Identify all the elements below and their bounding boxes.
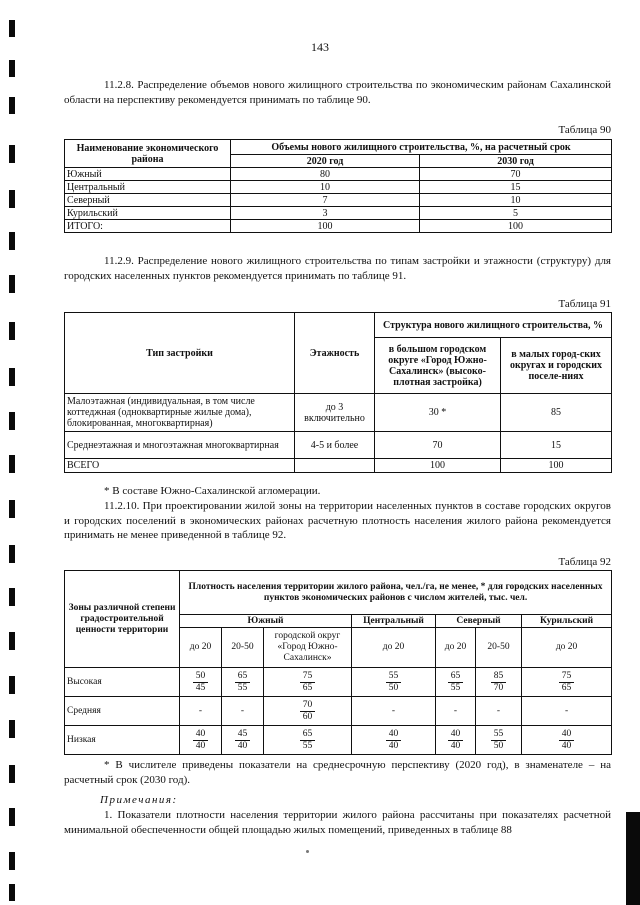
binding-mark	[9, 884, 15, 901]
table92-dash: -	[522, 697, 612, 726]
table90-header-volume: Объемы нового жилищного строительства, %, на расчетный срок	[231, 140, 612, 155]
page-number: 143	[311, 40, 329, 54]
table91-header-floors: Этажность	[295, 313, 375, 394]
table91-big-value: 70	[375, 432, 501, 459]
table91-type: Среднеэтажная и многоэтажная многоквартирная	[65, 432, 295, 459]
table90-value-2030: 10	[420, 194, 612, 207]
binding-mark	[9, 60, 15, 77]
table92-sub-s3: городской округ «Город Южно-Сахалинск»	[264, 628, 352, 668]
table90-header-year2: 2030 год	[420, 155, 612, 168]
paragraph-11-2-9: 11.2.9. Распределение нового жилищного строительства по типам застройки и этажности (структуру) для городских населенных пунктов рекомендуется принимать по таблице 91.	[64, 255, 611, 282]
table91-floors	[295, 459, 375, 473]
binding-mark	[9, 455, 15, 473]
binding-mark	[9, 412, 15, 430]
density-fraction: $\frac{45}{40}$	[235, 729, 251, 752]
paragraph-11-2-10: 11.2.10. При проектировании жилой зоны на территории населенных пунктов в составе городских округов и городских поселений в экономических районах расчетную плотность населения жилого района рекомендуется принимать не менее приведенной в таблице 92.	[64, 500, 611, 541]
table91-total-label: ВСЕГО	[65, 459, 295, 473]
table92-dash: -	[180, 697, 222, 726]
table91-header-type: Тип застройки	[65, 313, 295, 394]
binding-mark	[9, 676, 15, 694]
table92-dash: -	[352, 697, 436, 726]
density-fraction: $\frac{65}{55}$	[300, 729, 316, 752]
density-fraction: $\frac{85}{70}$	[491, 671, 507, 694]
table-row	[65, 459, 612, 473]
table92-header-north: Северный	[436, 615, 522, 628]
table92-sub-n2: 20-50	[476, 628, 522, 668]
table90-region: Центральный	[65, 181, 231, 194]
binding-mark	[9, 275, 15, 293]
table92-dash: -	[222, 697, 264, 726]
notes-heading: Примечания:	[100, 794, 178, 806]
density-fraction: $\frac{40}{40}$	[386, 729, 402, 752]
density-fraction: $\frac{75}{65}$	[300, 671, 316, 694]
density-fraction: $\frac{55}{50}$	[491, 729, 507, 752]
table92-dash: -	[476, 697, 522, 726]
scan-speck	[306, 850, 309, 853]
density-fraction: $\frac{75}{65}$	[559, 671, 575, 694]
binding-mark	[9, 765, 15, 783]
binding-mark	[9, 20, 15, 37]
table92-header-south: Южный	[180, 615, 352, 628]
table-row	[65, 168, 612, 181]
table90-value-2020: 100	[231, 220, 420, 233]
table90-region: Северный	[65, 194, 231, 207]
density-fraction: $\frac{65}{55}$	[235, 671, 251, 694]
table90-value-2020: 10	[231, 181, 420, 194]
table90-value-2030: 70	[420, 168, 612, 181]
table92-zone-label: Средняя	[65, 697, 180, 726]
table91-small-value: 85	[501, 394, 612, 432]
table91-small-value: 100	[501, 459, 612, 473]
density-fraction: $\frac{40}{40}$	[448, 729, 464, 752]
paragraph-11-2-8: 11.2.8. Распределение объемов нового жилищного строительства по экономическим районам Сахалинской области на перспективу рекомендуется принимать по таблице 90.	[64, 79, 611, 106]
table90-value-2030: 5	[420, 207, 612, 220]
density-fraction: $\frac{40}{40}$	[193, 729, 209, 752]
table90-header-year1: 2020 год	[231, 155, 420, 168]
table90-value-2020: 7	[231, 194, 420, 207]
table92-sub-n1: до 20	[436, 628, 476, 668]
density-fraction: $\frac{70}{60}$	[300, 700, 316, 723]
table91-header-small-towns: в малых город-ских округах и городских поселе-ниях	[501, 338, 612, 394]
binding-mark	[9, 588, 15, 606]
table92-header-zone: Зоны различной степени градостроительной ценности территории	[65, 571, 180, 668]
table91-type: Малоэтажная (индивидуальная, в том числе коттеджная (одноквартирные жилые дома), блокированная, многоквартирная)	[65, 394, 295, 432]
table92-header-central: Центральный	[352, 615, 436, 628]
binding-mark	[9, 632, 15, 650]
table92-sub-s1: до 20	[180, 628, 222, 668]
table92-sub-s2: 20-50	[222, 628, 264, 668]
table90-value-2030: 100	[420, 220, 612, 233]
binding-mark	[9, 500, 15, 518]
density-fraction: $\frac{50}{45}$	[193, 671, 209, 694]
binding-mark	[9, 852, 15, 870]
binding-mark	[9, 145, 15, 163]
table-row	[65, 432, 612, 459]
table90-caption: Таблица 90	[558, 124, 611, 136]
binding-mark	[9, 322, 15, 340]
density-fraction: $\frac{65}{55}$	[448, 671, 464, 694]
table91-floors: 4-5 и более	[295, 432, 375, 459]
table91-caption: Таблица 91	[558, 298, 611, 310]
table-row	[65, 207, 612, 220]
table90-value-2020: 3	[231, 207, 420, 220]
table91-floors: до 3 включительно	[295, 394, 375, 432]
table92-header-density: Плотность населения территории жилого района, чел./га, не менее, * для городских населенных пунктов экономических районов с числом жителей, тыс. чел.	[180, 571, 612, 615]
density-fraction: $\frac{40}{40}$	[559, 729, 575, 752]
table92-zone-label: Высокая	[65, 668, 180, 697]
binding-mark	[9, 190, 15, 208]
table92-sub-c1: до 20	[352, 628, 436, 668]
table92-dash: -	[436, 697, 476, 726]
binding-mark	[9, 368, 15, 386]
table91-header-big-city: в большом городском округе «Город Южно-Сахалинск» (высоко-плотная застройка)	[375, 338, 501, 394]
table-row	[65, 668, 612, 697]
table-row	[65, 394, 612, 432]
table90-header-region: Наименование экономического района	[65, 140, 231, 168]
table91-small-value: 15	[501, 432, 612, 459]
table92-caption: Таблица 92	[558, 556, 611, 568]
table90-total-label: ИТОГО:	[65, 220, 231, 233]
note-1: 1. Показатели плотности населения территории жилого района рассчитаны при показателях расчетной минимальной обеспеченности общей площадью жилых помещений, приведенных в таблице 88	[64, 809, 611, 836]
edge-bar	[626, 812, 640, 905]
table90-region: Южный	[65, 168, 231, 181]
table91-big-value: 30 *	[375, 394, 501, 432]
table92-zone-label: Низкая	[65, 726, 180, 755]
density-fraction: $\frac{55}{50}$	[386, 671, 402, 694]
binding-mark	[9, 545, 15, 563]
table-90	[64, 139, 612, 233]
binding-mark	[9, 97, 15, 114]
binding-mark	[9, 720, 15, 738]
table91-header-structure: Структура нового жилищного строительства, %	[375, 313, 612, 338]
table90-region: Курильский	[65, 207, 231, 220]
table90-value-2030: 15	[420, 181, 612, 194]
table-row	[65, 726, 612, 755]
table91-big-value: 100	[375, 459, 501, 473]
table-91	[64, 312, 612, 473]
table-row	[65, 697, 612, 726]
table-row	[65, 220, 612, 233]
table92-header-kuril: Курильский	[522, 615, 612, 628]
binding-mark	[9, 808, 15, 826]
table-row	[65, 194, 612, 207]
table-92	[64, 570, 612, 755]
table92-sub-k1: до 20	[522, 628, 612, 668]
table92-footnote: * В числителе приведены показатели на среднесрочную перспективу (2020 год), в знаменателе – на расчетный срок (2030 год).	[64, 759, 611, 786]
table91-footnote: * В составе Южно-Сахалинской агломерации.	[104, 485, 321, 497]
table-row	[65, 181, 612, 194]
binding-mark	[9, 232, 15, 250]
table90-value-2020: 80	[231, 168, 420, 181]
